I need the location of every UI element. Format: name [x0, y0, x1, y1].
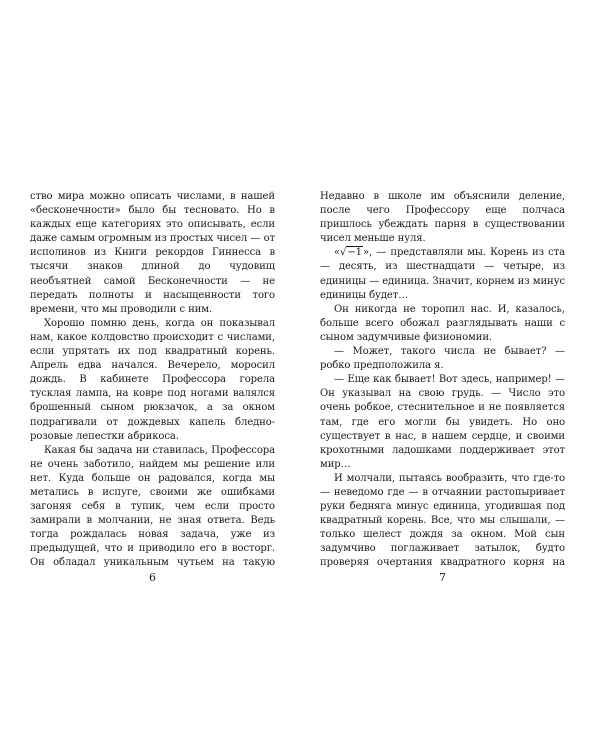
right-page-text: [320, 190, 565, 570]
left-page: [30, 190, 275, 625]
quote-mark: «: [334, 247, 341, 259]
paragraph: ство мира можно описать числами, в нашей «бесконечности» было бы тесновато. Но в каждых еще категориях это описывать, если даже самым огромным из простых чисел — от исполинов из Книги рекордов Гиннесса в тысячи знаков длиной до чудовищ необъятней самой Бесконечности — не передать полноты и насыщенности того времени, что мы проводили с ним.: [30, 191, 275, 315]
dialog-line: — Еще как бывает! Вот здесь, например! — Он указывал на свою грудь. — Число это очень робкое, стеснительное и не появляется там, где его могли бы увидеть. Но оно существует в нас, в нашем сердце, и своими крохотными ладошками поддерживает этот мир…: [320, 374, 565, 470]
right-page: [320, 190, 565, 625]
square-root-expression: √−1: [340, 247, 362, 259]
page-number: 6: [149, 571, 156, 584]
paragraph: [30, 444, 275, 570]
paragraph: Он никогда не торопил нас. И, казалось, больше всего обожал разглядывать наши с сыном задумчивые физиономии.: [320, 303, 565, 343]
paragraph-text: », — представляли мы. Корень из ста — десять, из шестнадцати — четыре, из единицы — единица. Значит, корнем из минус единицы будет…: [320, 247, 565, 301]
paragraph: И молчали, пытаясь вообразить, что где-то — неведомо где — в отчаянии растопыривает руки бедняга минус единица, угодившая под квадратный корень. Все, что мы слышали, — только шелест дождя за окном. Мой сын задумчиво поглаживает затылок, будто проверяя очертания квадратного корня на: [320, 472, 565, 569]
paragraph: Хорошо помню день, когда он показывал нам, какое колдовство происходит с числами, если упрятать их под квадратный корень. Апрель едва начался. Вечерело, моросил дождь. В кабинете Профессора горела тусклая лампа, на ковре под ногами валялся брошенный сыном рюкзачок, а за окном подрагивали от дождевых капель бледно-розовые лепестки абрикоса.: [30, 317, 275, 442]
paragraph-text: Какая бы задача ни ставилась, Профессора не очень заботило, найдем мы решение или нет. Куда больше он радовался, когда мы метались в испуге, своими же ошибками загоняя себя в тупик, чем если просто замирали в молчании, не зная ответа. Ведь тогда рождалась новая задача, уже из предыдущей, что и приводило его в восторг. Он обладал уникальным чутьем на такую: [30, 444, 275, 569]
page-number: 7: [439, 571, 446, 584]
paragraph: Недавно в школе им объяснили деление, после чего Профессору еще полчаса пришлось убеждать парня в существовании чисел меньше нуля.: [320, 191, 565, 245]
dialog-line: — Может, такого числа не бывает? — робко предположила я.: [320, 346, 565, 372]
radicand: −1: [347, 247, 362, 259]
left-page-text: [30, 190, 275, 570]
paragraph: [320, 246, 565, 302]
